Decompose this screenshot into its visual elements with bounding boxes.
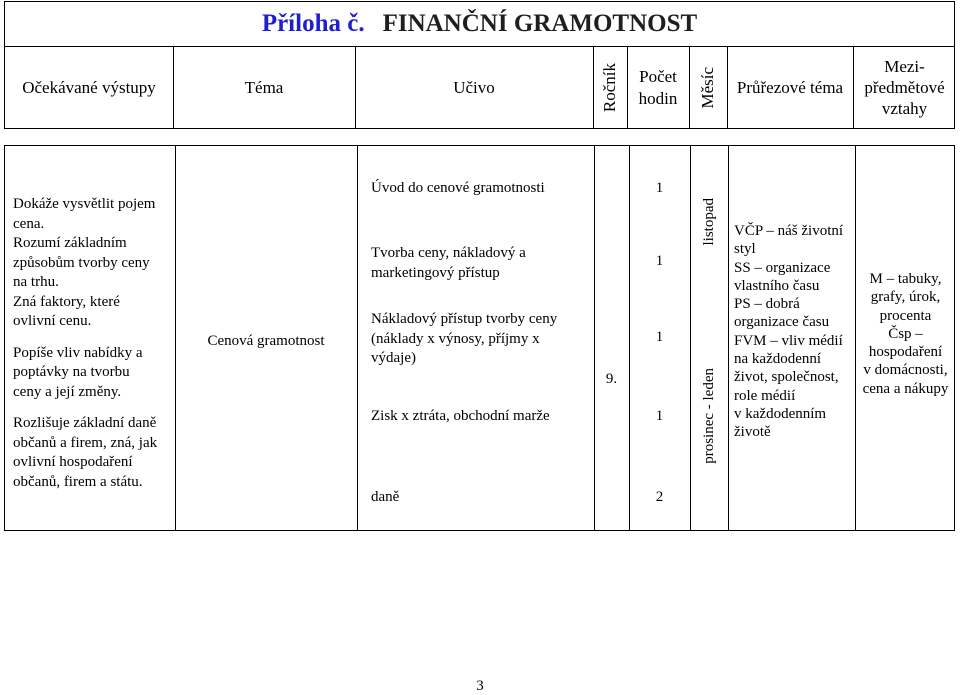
header-crosscutting: Průřezové téma bbox=[736, 77, 844, 97]
title-prefix: Příloha č. bbox=[261, 10, 365, 37]
header-topic: Téma bbox=[244, 77, 284, 97]
header-inter-line1: Mezi- bbox=[884, 56, 925, 76]
curriculum-table bbox=[4, 145, 955, 531]
header-inter-line3: vztahy bbox=[881, 99, 928, 119]
header-interdisciplinary bbox=[853, 47, 956, 128]
hours-item-5: 2 bbox=[655, 489, 664, 505]
curriculum-item-3: Nákladový přístup tvorby ceny (náklady x výnosy, příjmy x výdaje) bbox=[371, 311, 558, 366]
crosscutting-cell: VČP – náš životní styl SS – organizace vlastního času PS – dobrá organizace času FVM – vliv médií na každodenní život, společnost, role médií v každodenním životě bbox=[734, 223, 844, 441]
header-month bbox=[689, 47, 727, 128]
outcomes-cell bbox=[13, 195, 171, 492]
header-hours-line1: Počet bbox=[639, 67, 677, 87]
header-grade bbox=[593, 47, 627, 128]
hours-item-4: 1 bbox=[655, 408, 664, 424]
header-inter-line2: předmětové bbox=[864, 77, 945, 97]
header-curriculum: Učivo bbox=[453, 77, 495, 97]
hours-item-1: 1 bbox=[655, 180, 664, 196]
month-first: listopad bbox=[700, 198, 717, 246]
hours-item-2: 1 bbox=[655, 253, 664, 269]
curriculum-item-1: Úvod do cenové gramotnosti bbox=[371, 180, 545, 196]
header-month-label: Měsíc bbox=[698, 66, 718, 109]
curriculum-item-4: Zisk x ztráta, obchodní marže bbox=[371, 408, 550, 424]
header-hours-line2: hodin bbox=[638, 88, 678, 108]
table-header-row bbox=[4, 47, 955, 129]
grade-cell: 9. bbox=[605, 371, 618, 387]
interdisciplinary-cell: M – tabuky, grafy, úrok, procenta Čsp – hospodaření v domácnosti, cena a nákupy bbox=[862, 271, 949, 397]
curriculum-item-5: daně bbox=[371, 489, 400, 505]
outcomes-paragraph-3: Rozlišuje základní daně občanů a firem, zná, jak ovlivní hospodaření občanů, firem a státu. bbox=[13, 415, 158, 490]
header-grade-label: Ročník bbox=[600, 62, 620, 113]
outcomes-paragraph-1: Dokáže vysvětlit pojem cena. Rozumí základním způsobům tvorby ceny na trhu. Zná faktory, které ovlivní cenu. bbox=[13, 196, 156, 329]
title-main: FINANČNÍ GRAMOTNOST bbox=[382, 10, 698, 37]
outcomes-paragraph-2: Popíše vliv nabídky a poptávky na tvorbu ceny a její změny. bbox=[13, 344, 143, 400]
page-title bbox=[4, 1, 955, 47]
month-second: prosinec - leden bbox=[700, 368, 717, 464]
topic-cell: Cenová gramotnost bbox=[207, 333, 325, 349]
hours-item-3: 1 bbox=[655, 329, 664, 345]
header-hours bbox=[627, 47, 689, 128]
page-number: 3 bbox=[476, 678, 484, 694]
header-outcomes: Očekávané výstupy bbox=[22, 77, 156, 97]
curriculum-item-2: Tvorba ceny, nákladový a marketingový přístup bbox=[371, 245, 526, 281]
